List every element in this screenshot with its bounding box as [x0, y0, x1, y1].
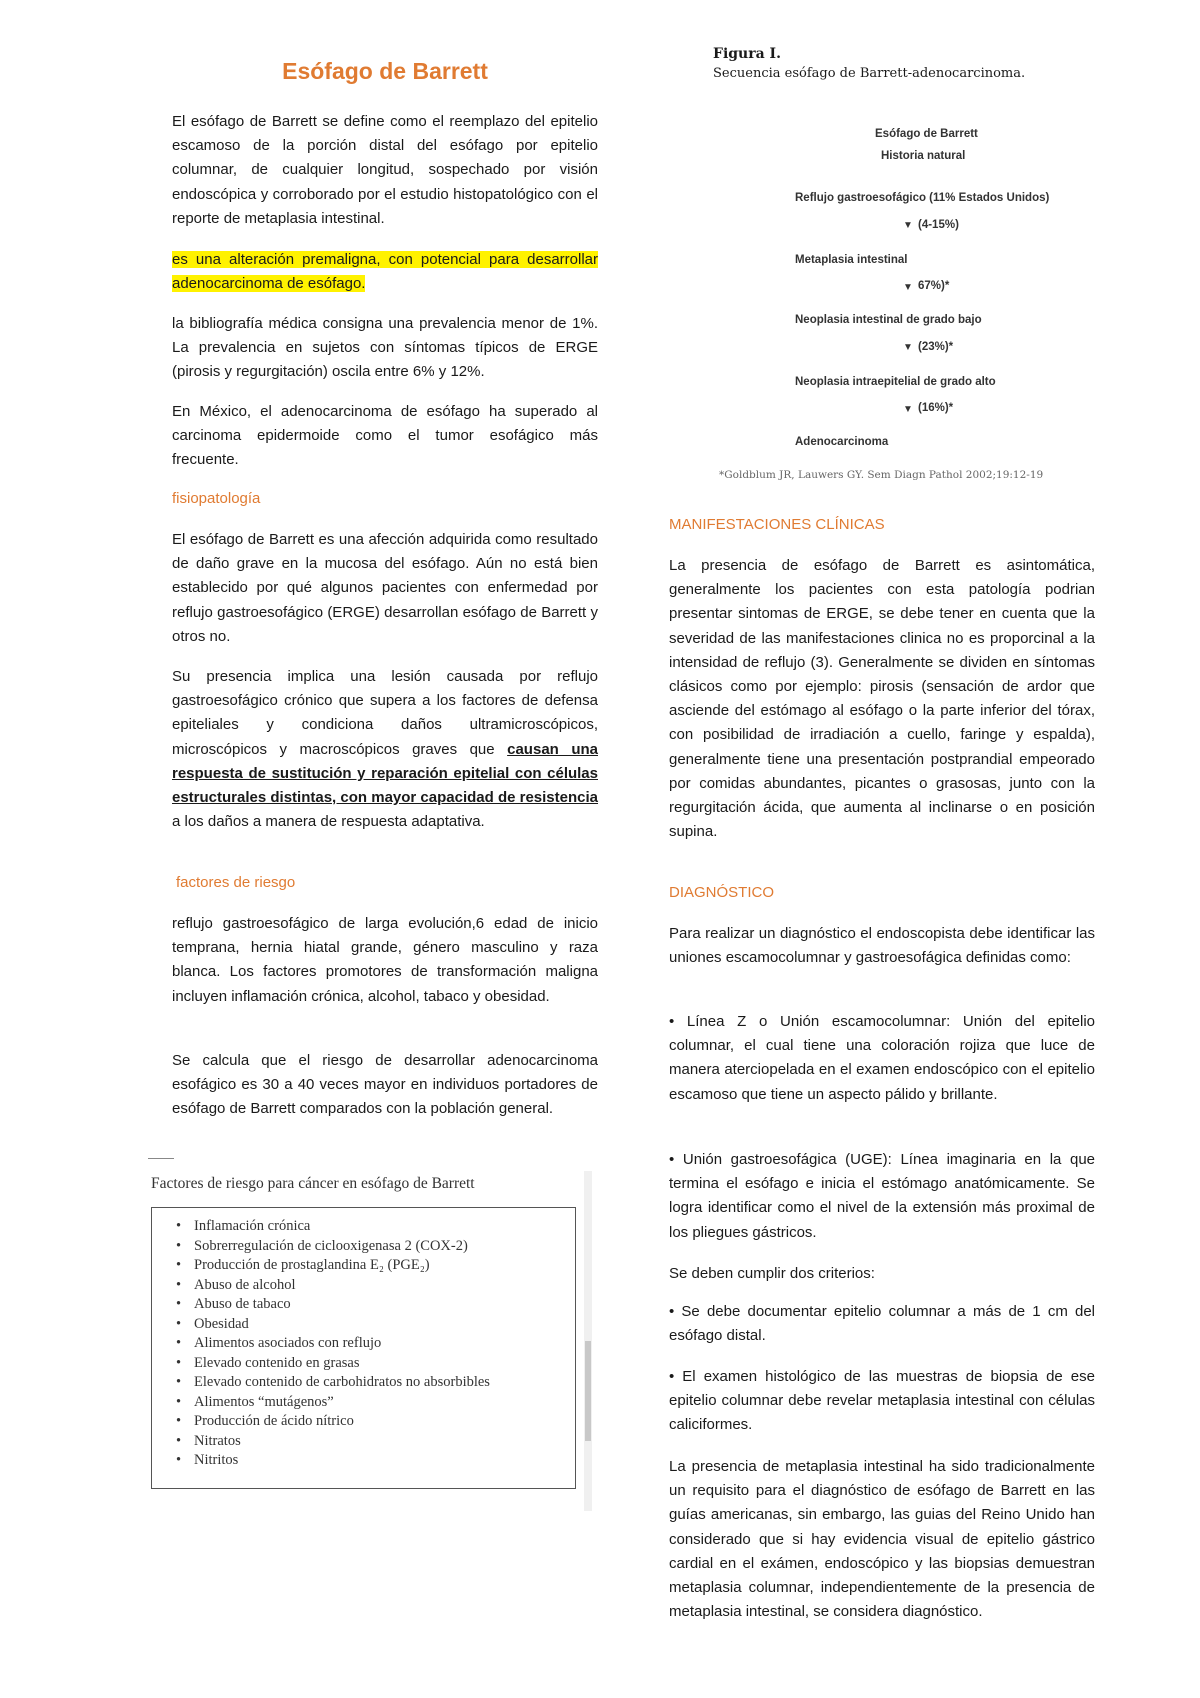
prevalence-paragraph: la bibliografía médica consigna una prevalencia menor de 1%. La prevalencia en sujetos con síntomas típicos de ERGE (pirosis y regurgitación) oscila entre 6% y 12%.: [172, 315, 598, 381]
risk-estimate-paragraph: Se calcula que el riesgo de desarrollar adenocarcinoma esofágico es 30 a 40 veces mayor en individuos portadores de esófago de Barrett comparados con la población general.: [172, 1052, 598, 1118]
list-item: • Abuso de tabaco: [176, 1295, 490, 1315]
list-item: • Elevado contenido en grasas: [176, 1354, 490, 1374]
rate-3: (23%)*: [918, 340, 954, 354]
figure-label: Figura I.: [713, 46, 781, 62]
list-item: • Elevado contenido de carbohidratos no absorbibles: [176, 1373, 490, 1393]
table-list: [176, 1217, 490, 1471]
reflux-lesion-paragraph: [172, 665, 598, 834]
clinical-paragraph: La presencia de esófago de Barrett es asintomática, generalmente los pacientes con esta patología podrian presentar sintomas de ERGE, se debe tener en cuenta que la severidad de las manifestaciones clinica no es proporcinal a la intensidad de reflujo (3). Generalmente se dividen en síntomas clásicos como por ejemplo: pirosis (sensación de ardor que asciende del estómago al esófago o la parte inferior del tórax, con posibilidad de irradiación a cuello, faringe y espalda), generalmente tiene una presentación postprandial empeorado por comidas abundantes, picantes o grasosas, junto con la regurgitación ácida, que aumenta al inclinarse o en posición supina.: [669, 557, 1095, 841]
highlighted-text: es una alteración premaligna, con potencial para desarrollar adenocarcinoma de esófago.: [172, 251, 598, 293]
criteria-1: • Se debe documentar epitelio columnar a más de 1 cm del esófago distal.: [669, 1303, 1095, 1345]
list-item: • Sobrerregulación de ciclooxigenasa 2 (COX-2): [176, 1237, 490, 1257]
list-item: • Alimentos “mutágenos”: [176, 1393, 490, 1413]
page-title: Esófago de Barrett: [282, 58, 488, 84]
arrow-down-icon: ▼: [903, 220, 913, 231]
rate-1: (4-15%): [918, 218, 959, 232]
rate-4: (16%)*: [918, 401, 954, 415]
mexico-paragraph: En México, el adenocarcinoma de esófago ha superado al carcinoma epidermoide como el tumor esofágico más frecuente.: [172, 403, 598, 469]
table-number-mark: [148, 1158, 174, 1165]
criteria-intro: Se deben cumplir dos criterios:: [669, 1265, 875, 1282]
arrow-down-icon: ▼: [903, 342, 913, 353]
list-item: • Producción de prostaglandina E₂ (PGE₂): [176, 1256, 490, 1276]
list-item: • Nitratos: [176, 1432, 490, 1452]
uge-paragraph: • Unión gastroesofágica (UGE): Línea imaginaria en la que termina el esófago e inicia el estómago anatómicamente. Se logra identificar como el nivel de la extensión más proximal de los pliegues gástricos.: [669, 1151, 1095, 1241]
table-title: Factores de riesgo para cáncer en esófago de Barrett: [151, 1175, 475, 1192]
scrollbar-thumb[interactable]: [585, 1341, 591, 1441]
risk-factors-paragraph: reflujo gastroesofágico de larga evolución,6 edad de inicio temprana, hernia hiatal grande, género masculino y raza blanca. Los factores promotores de transformación maligna incluyen inflamación crónica, alcohol, tabaco y obesidad.: [172, 915, 598, 1005]
stage-1: Reflujo gastroesofágico (11% Estados Unidos): [795, 191, 1050, 205]
figure-heading-2: Historia natural: [881, 149, 966, 163]
arrow-down-icon: ▼: [903, 404, 913, 415]
metaplasia-paragraph: La presencia de metaplasia intestinal ha sido tradicionalmente un requisito para el diagnóstico de esófago de Barrett en las guías americanas, sin embargo, las guias del Reino Unido han considerado que si hay evidencia visual de epitelio gástrico cardial en el exámen, endoscópico y las biopsias demuestran metaplasia columnar, independientemente de la presencia de metaplasia intestinal, se considera diagnóstico.: [669, 1458, 1095, 1621]
reflux-text-b: a los daños a manera de respuesta adaptativa.: [172, 813, 485, 831]
section-heading-fisiopatologia: fisiopatología: [172, 490, 261, 507]
figure-1: [713, 46, 1073, 486]
reflux-text-a: Su presencia implica una lesión causada por reflujo gastroesofágico crónico que supera a los factores de defensa epiteliales y condiciona daños ultramicroscópicos, microscópicos y macroscópicos graves que: [172, 668, 598, 758]
figure-heading-1: Esófago de Barrett: [875, 127, 978, 141]
list-item: • Obesidad: [176, 1315, 490, 1335]
underlined-text: causan una respuesta de sustitución y reparación epitelial con células estructurales distintas, con mayor capacidad de resistencia: [172, 740, 599, 807]
list-item: • Alimentos asociados con reflujo: [176, 1334, 490, 1354]
section-heading-diagnostico: DIAGNÓSTICO: [669, 884, 775, 901]
stage-3: Neoplasia intestinal de grado bajo: [795, 313, 982, 327]
section-heading-manifestaciones: MANIFESTACIONES CLÍNICAS: [669, 516, 885, 533]
rate-2: 67%)*: [918, 279, 950, 293]
list-item: • Producción de ácido nítrico: [176, 1412, 490, 1432]
premalignant-paragraph: [172, 248, 598, 296]
figure-caption: Secuencia esófago de Barrett-adenocarcinoma.: [713, 66, 1026, 81]
list-item: • Abuso de alcohol: [176, 1276, 490, 1296]
risk-factors-table: [148, 1171, 592, 1511]
stage-5: Adenocarcinoma: [795, 435, 889, 449]
definition-paragraph: El esófago de Barrett se define como el reemplazo del epitelio escamoso de la porción distal del esófago por epitelio columnar, de cualquier longitud, sospechado por visión endoscópica y corroborado por el estudio histopatológico con el reporte de metaplasia intestinal.: [172, 113, 598, 227]
stage-2: Metaplasia intestinal: [795, 253, 908, 267]
arrow-down-icon: ▼: [903, 282, 913, 293]
stage-4: Neoplasia intraepitelial de grado alto: [795, 375, 996, 389]
criteria-2: • El examen histológico de las muestras de biopsia de ese epitelio columnar debe revelar metaplasia intestinal con células caliciformes.: [669, 1368, 1095, 1434]
diagnosis-paragraph: Para realizar un diagnóstico el endoscopista debe identificar las uniones escamocolumnar y gastroesofágica definidas como:: [669, 925, 1095, 967]
figure-citation: *Goldblum JR, Lauwers GY. Sem Diagn Pathol 2002;19:12-19: [719, 469, 1044, 481]
fisiopatologia-paragraph: El esófago de Barrett es una afección adquirida como resultado de daño grave en la mucosa del esófago. Aún no está bien establecido por qué algunos pacientes con enfermedad por reflujo gastroesofágico (ERGE) desarrollan esófago de Barrett y otros no.: [172, 531, 598, 645]
section-heading-factores: factores de riesgo: [176, 874, 296, 891]
list-item: • Inflamación crónica: [176, 1217, 490, 1237]
list-item: • Nitritos: [176, 1451, 490, 1471]
linea-z-paragraph: • Línea Z o Unión escamocolumnar: Unión del epitelio columnar, el cual tiene una coloración rojiza que luce de manera aterciopelada en el examen endoscópico con el epitelio escamoso que tiene un aspecto pálido y brillante.: [669, 1013, 1095, 1103]
